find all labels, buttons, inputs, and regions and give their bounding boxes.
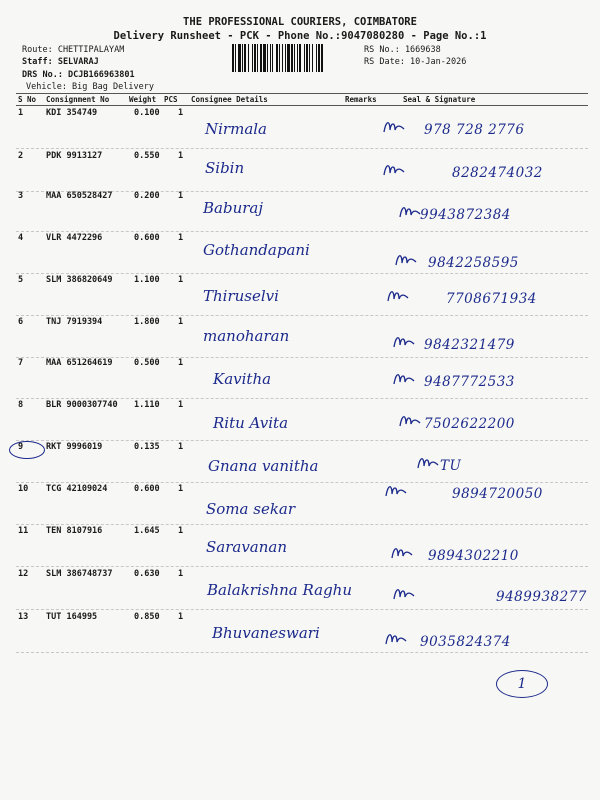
row-consignee-name: Baburaj [203,199,263,217]
row-pcs: 1 [178,358,184,368]
row-pcs: 1 [178,569,184,579]
signature-mark [398,412,422,430]
row-pcs: 1 [178,484,184,494]
row-weight: 0.135 [134,442,160,452]
row-consignee-name: Nirmala [205,120,267,138]
signature-mark [384,482,408,500]
row-consignee-phone: 978 728 2776 [424,122,525,138]
row-consignee-phone: 9489938277 [496,589,587,605]
header-top-rule [16,93,588,94]
row-weight: 1.100 [134,275,160,285]
row-sno: 9 [18,442,24,452]
row-consignee-phone: 7502622200 [424,416,515,432]
row-separator [16,231,588,232]
row-consignment-no: MAA 650528427 [46,191,113,201]
row-weight: 0.100 [134,108,160,118]
row-pcs: 1 [178,233,184,243]
row-sno: 5 [18,275,24,285]
drs-number: DRS No.: DCJB166963801 [22,70,135,80]
signature-mark [384,630,408,648]
col-consignee-header: Consignee Details [191,95,268,104]
row-pcs: 1 [178,151,184,161]
row-weight: 1.110 [134,400,160,410]
row-consignment-no: TUT 164995 [46,612,98,622]
signature-mark [382,118,406,136]
row-consignee-name: Bhuvaneswari [212,624,320,642]
row-separator [16,440,588,441]
row-pcs: 1 [178,275,184,285]
row-sno: 7 [18,358,24,368]
row-consignee-name: manoharan [203,327,290,345]
row-consignment-no: SLM 386820649 [46,275,113,285]
staff-label: Staff: SELVARAJ [22,57,99,67]
col-seal-header: Seal & Signature [403,95,476,104]
row-consignment-no: SLM 386748737 [46,569,113,579]
row-consignee-phone: 9943872384 [420,207,511,223]
row-sno: 6 [18,317,24,327]
col-weight-header: Weight [129,95,157,104]
row-consignee-name: Balakrishna Raghu [207,581,352,599]
page-mark: 1 [517,676,527,692]
row-separator [16,609,588,610]
row-sno: 12 [18,569,29,579]
col-remarks-header: Remarks [345,95,377,104]
row-weight: 0.600 [134,233,160,243]
document-subtitle: Delivery Runsheet - PCK - Phone No.:9047080280 - Page No.:1 [113,30,487,42]
row-sno: 4 [18,233,24,243]
col-sno-header: S No [18,95,37,104]
col-consignment-header: Consignment No [46,95,110,104]
row-pcs: 1 [178,108,184,118]
row-weight: 1.645 [134,526,160,536]
row-pcs: 1 [178,612,184,622]
barcode [232,44,358,72]
signature-mark [416,454,440,472]
vehicle-label: Vehicle: Big Bag Delivery [26,82,154,92]
header-bottom-rule [16,105,588,106]
row-pcs: 1 [178,442,184,452]
row-consignee-name: Soma sekar [206,500,296,518]
row-weight: 0.200 [134,191,160,201]
row-consignee-phone: 7708671934 [446,291,537,307]
row-consignee-phone: 8282474032 [452,165,543,181]
row-separator [16,652,588,653]
row-pcs: 1 [178,400,184,410]
row-weight: 0.850 [134,612,160,622]
rs-number: RS No.: 1669638 [364,45,441,55]
row-consignee-phone: 9842321479 [424,337,515,353]
row-consignee-name: Kavitha [213,370,272,388]
row-9-circle-mark [9,441,45,459]
row-consignment-no: TCG 42109024 [46,484,108,494]
signature-mark [392,585,416,603]
signature-mark [392,333,416,351]
row-weight: 0.500 [134,358,160,368]
col-pcs-header: PCS [164,95,178,104]
row-separator [16,566,588,567]
row-sno: 3 [18,191,24,201]
row-consignee-phone: 9894302210 [428,548,519,564]
row-pcs: 1 [178,191,184,201]
row-sno: 2 [18,151,24,161]
row-separator [16,273,588,274]
row-consignment-no: TNJ 7919394 [46,317,103,327]
row-sno: 10 [18,484,29,494]
row-consignee-phone: 9894720050 [452,486,543,502]
signature-mark [394,251,418,269]
row-separator [16,482,588,483]
row-consignment-no: VLR 4472296 [46,233,103,243]
signature-mark [382,161,406,179]
signature-mark [392,370,416,388]
row-consignee-name: Saravanan [206,538,288,556]
row-weight: 0.630 [134,569,160,579]
signature-mark [386,287,410,305]
row-separator [16,524,588,525]
row-separator [16,398,588,399]
row-consignment-no: TEN 8107916 [46,526,103,536]
row-sno: 13 [18,612,29,622]
signature-mark [398,203,422,221]
row-sno: 1 [18,108,24,118]
route-label: Route: CHETTIPALAYAM [22,45,125,55]
row-consignee-phone: 9035824374 [420,634,511,650]
page-mark-circle [496,670,548,698]
row-consignment-no: BLR 9000307740 [46,400,118,410]
barcode-bar [323,44,324,72]
row-weight: 1.800 [134,317,160,327]
row-consignee-name: Sibin [205,159,245,177]
row-consignee-name: Ritu Avita [213,414,289,432]
row-weight: 0.550 [134,151,160,161]
row-consignee-phone: 9487772533 [424,374,515,390]
row-weight: 0.600 [134,484,160,494]
row-consignment-no: PDK 9913127 [46,151,103,161]
row-separator [16,315,588,316]
rs-date: RS Date: 10-Jan-2026 [364,57,467,67]
row-consignment-no: KDI 354749 [46,108,98,118]
row-separator [16,148,588,149]
row-sno: 11 [18,526,29,536]
row-consignment-no: MAA 651264619 [46,358,113,368]
row-consignee-phone: 9842258595 [428,255,519,271]
row-consignee-name: Thiruselvi [203,287,279,305]
row-consignee-name: Gothandapani [203,241,310,259]
signature-mark [390,544,414,562]
row-pcs: 1 [178,317,184,327]
row-consignment-no: RKT 9996019 [46,442,103,452]
row-pcs: 1 [178,526,184,536]
row-consignee-phone: TU [440,458,462,474]
row-consignee-name: Gnana vanitha [208,457,319,475]
document-title: THE PROFESSIONAL COURIERS, COIMBATORE [183,16,417,28]
row-sno: 8 [18,400,24,410]
